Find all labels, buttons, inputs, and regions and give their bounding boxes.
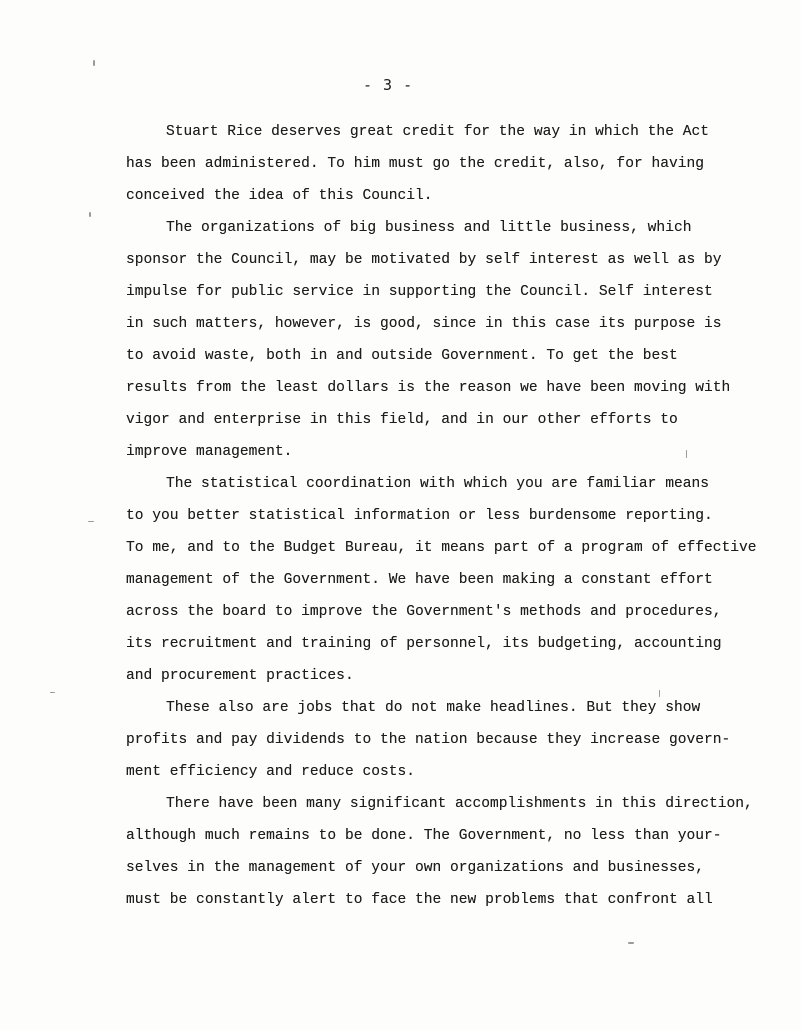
paragraph [126,692,731,788]
text-line: results from the least dollars is the reason we have been moving with [126,380,731,396]
text-line: in such matters, however, is good, since in this case its purpose is [126,316,722,332]
paragraph [126,788,753,916]
scan-speck [89,212,91,217]
text-line: ment efficiency and reduce costs. [126,764,416,780]
scan-speck [88,521,94,522]
text-line: profits and pay dividends to the nation because they increase govern- [126,732,731,748]
page-number: - 3 - [363,76,414,94]
scan-speck [628,942,634,944]
scan-speck [93,60,95,66]
paragraph [126,116,726,212]
text-line: vigor and enterprise in this field, and in our other efforts to [126,412,678,428]
text-line: improve management. [126,444,293,460]
text-line: across the board to improve the Government's methods and procedures, [126,604,722,620]
paragraph [126,468,757,692]
text-line: to you better statistical information or less burdensome reporting. [126,508,713,524]
text-line: to avoid waste, both in and outside Government. To get the best [126,348,678,364]
text-line: sponsor the Council, may be motivated by self interest as well as by [126,252,722,268]
text-line: There have been many significant accomplishments in this direction, [166,796,753,812]
text-line: and procurement practices. [126,668,354,684]
text-line: its recruitment and training of personnel, its budgeting, accounting [126,636,722,652]
text-line: impulse for public service in supporting the Council. Self interest [126,284,713,300]
text-line: management of the Government. We have been making a constant effort [126,572,713,588]
text-line: The statistical coordination with which you are familiar means [166,476,709,492]
paragraph [126,212,731,468]
text-line: These also are jobs that do not make headlines. But they show [166,700,701,716]
text-line: although much remains to be done. The Government, no less than your- [126,828,722,844]
document-body [126,116,757,916]
scan-speck [686,450,687,458]
text-line: The organizations of big business and little business, which [166,220,692,236]
scan-speck [659,690,660,697]
text-line: Stuart Rice deserves great credit for the way in which the Act [166,124,709,140]
text-line: To me, and to the Budget Bureau, it means part of a program of effective [126,540,757,556]
text-line: has been administered. To him must go the credit, also, for having [126,156,705,172]
scan-speck [50,692,55,693]
text-line: selves in the management of your own organizations and businesses, [126,860,705,876]
text-line: conceived the idea of this Council. [126,188,433,204]
text-line: must be constantly alert to face the new problems that confront all [126,892,713,908]
